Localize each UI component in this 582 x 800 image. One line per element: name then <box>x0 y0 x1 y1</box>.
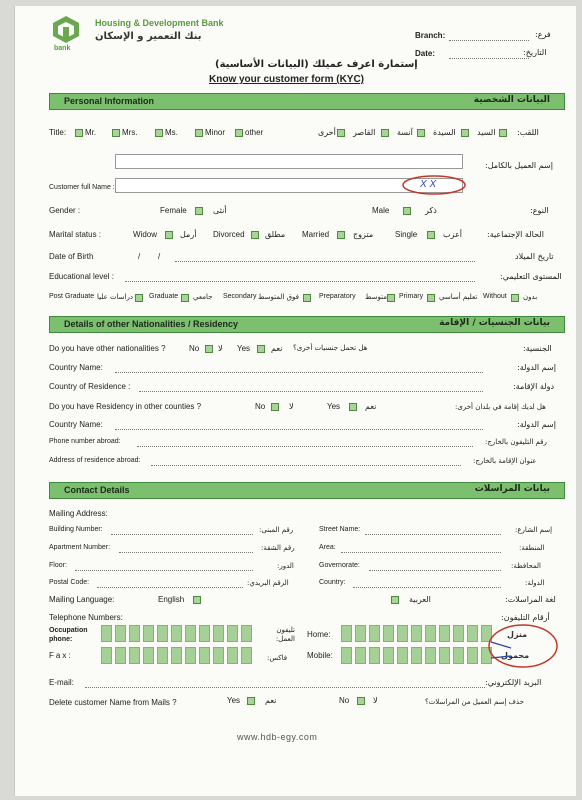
title-mrs-ar-checkbox[interactable] <box>461 129 469 137</box>
nationality-no-ar: لا <box>218 344 223 353</box>
dob-slash-2: / <box>158 252 161 261</box>
edu-graduate-ar: جامعي <box>193 293 213 301</box>
edu-preparatory-ar: متوسط <box>365 293 387 301</box>
country-name-field[interactable] <box>115 372 483 373</box>
title-other-checkbox[interactable] <box>235 129 243 137</box>
edu-without: Without <box>483 293 507 300</box>
personal-info-title-ar: البيانات الشخصية <box>473 95 550 105</box>
email-label-ar: البريد الإلكتروني: <box>485 678 542 687</box>
tel-numbers-label-ar: أرقام التليفون: <box>501 613 550 622</box>
residency-no-ar: لا <box>289 402 294 411</box>
nationality-title-en: Details of other Nationalities / Residency <box>64 319 239 329</box>
fax-label: Fax: <box>49 651 73 660</box>
kyc-form-page <box>14 6 576 796</box>
title-mrs-checkbox[interactable] <box>112 129 120 137</box>
residency-yes-checkbox[interactable] <box>349 403 357 411</box>
female-label-ar: أنثى <box>213 206 227 215</box>
title-mrs-label: Mrs. <box>122 128 138 137</box>
bank-name-ar: بنك التعمير و الإسكان <box>95 31 202 42</box>
digit-cell[interactable] <box>115 625 126 642</box>
digit-cell[interactable] <box>453 625 464 642</box>
edu-secondary: Secondary <box>223 293 257 300</box>
digit-cell[interactable] <box>129 625 140 642</box>
edu-label-ar: المستوى التعليمي: <box>500 272 562 281</box>
digit-cell[interactable] <box>199 647 210 664</box>
title-mr-ar-checkbox[interactable] <box>499 129 507 137</box>
phone-abroad-field[interactable] <box>137 446 473 447</box>
edu-postgrad-ar: دراسات عليا <box>97 293 133 301</box>
nationality-no-checkbox[interactable] <box>205 345 213 353</box>
delete-no-checkbox[interactable] <box>357 697 365 705</box>
digit-cell[interactable] <box>369 647 380 664</box>
male-checkbox[interactable] <box>403 207 411 215</box>
postal-label: Postal Code: <box>49 579 90 586</box>
website: www.hdb-egy.com <box>237 732 318 742</box>
edu-primary: Primary <box>399 293 424 300</box>
date-field[interactable] <box>449 58 529 59</box>
widow-label: Widow <box>133 230 158 239</box>
digit-cell[interactable] <box>341 625 352 642</box>
country-label: Country: <box>319 579 346 586</box>
title-minor-checkbox[interactable] <box>195 129 203 137</box>
date-label: Date: <box>415 49 436 58</box>
female-label: Female <box>160 206 187 215</box>
floor-label: Floor: <box>49 562 67 569</box>
handwritten-mark: X X <box>420 179 437 190</box>
title-minor-label: Minor <box>205 128 226 137</box>
nationality-yes-checkbox[interactable] <box>257 345 265 353</box>
digit-cell[interactable] <box>157 647 168 664</box>
title-miss-ar-checkbox[interactable] <box>417 129 425 137</box>
widow-checkbox[interactable] <box>165 231 173 239</box>
res-country-name-label-ar: إسم الدولة: <box>517 420 556 429</box>
married-label-ar: متزوج <box>353 230 374 239</box>
mailing-lang-label: Mailing Language: <box>49 595 115 604</box>
digit-cell[interactable] <box>171 625 182 642</box>
title-ms-checkbox[interactable] <box>155 129 163 137</box>
digit-cell[interactable] <box>129 647 140 664</box>
street-label-ar: إسم الشارع: <box>515 526 553 534</box>
edu-postgrad-checkbox[interactable] <box>135 294 143 302</box>
title-label: Title: <box>49 128 67 137</box>
edu-graduate: Graduate <box>149 293 179 300</box>
date-label-ar: التاريخ: <box>523 48 547 57</box>
gender-label: Gender : <box>49 206 81 215</box>
title-mr-label: Mr. <box>85 128 97 137</box>
edu-preparatory: Preparatory <box>319 293 356 300</box>
nationality-no-label: No <box>189 344 200 353</box>
dob-label-ar: تاريخ الميلاد <box>515 252 554 261</box>
addr-abroad-field[interactable] <box>151 465 461 466</box>
bank-logo <box>51 14 81 54</box>
governorate-field[interactable] <box>369 570 501 571</box>
title-mrs-ar: السيدة <box>433 128 456 137</box>
digit-cell[interactable] <box>241 625 252 642</box>
residency-no-label: No <box>255 402 266 411</box>
gender-label-ar: النوع: <box>530 206 549 215</box>
contact-title-ar: بيانات المراسلات <box>474 484 550 494</box>
res-country-name-label: Country Name: <box>49 420 103 429</box>
residency-question: Do you have Residency in other counties ? <box>49 402 202 411</box>
digit-cell[interactable] <box>397 625 408 642</box>
digit-cell[interactable] <box>439 625 450 642</box>
single-label: Single <box>395 230 418 239</box>
street-label: Street Name: <box>319 526 361 533</box>
digit-cell[interactable] <box>369 625 380 642</box>
phone-abroad-label-ar: رقم التليفون بالخارج: <box>485 438 547 446</box>
edu-graduate-checkbox[interactable] <box>181 294 189 302</box>
personal-info-title-en: Personal Information <box>64 96 155 106</box>
english-checkbox[interactable] <box>193 596 201 604</box>
arabic-checkbox[interactable] <box>391 596 399 604</box>
digit-cell[interactable] <box>157 625 168 642</box>
dob-label: Date of Birth <box>49 252 94 261</box>
country-residence-field[interactable] <box>139 391 483 392</box>
digit-cell[interactable] <box>199 625 210 642</box>
delete-yes-label: Yes <box>227 696 241 705</box>
addr-abroad-label: Address of residence abroad: <box>49 457 141 464</box>
digit-cell[interactable] <box>101 647 112 664</box>
title-minor-ar: القاصر <box>353 128 376 137</box>
english-label: English <box>158 595 185 604</box>
dob-field[interactable] <box>175 261 475 262</box>
country-name-label-ar: إسم الدولة: <box>517 363 556 372</box>
edu-without-ar: بدون <box>523 293 538 301</box>
apartment-label: Apartment Number: <box>49 544 111 551</box>
digit-cell[interactable] <box>227 647 238 664</box>
edu-label: Educational level : <box>49 272 114 281</box>
digit-cell[interactable] <box>411 647 422 664</box>
digit-cell[interactable] <box>453 647 464 664</box>
email-field[interactable] <box>85 687 485 688</box>
edu-primary-checkbox[interactable] <box>427 294 435 302</box>
nationality-yes-ar: نعم <box>271 344 283 353</box>
digit-cell[interactable] <box>467 647 478 664</box>
mobile-label-ar: محمول <box>501 651 530 660</box>
nationality-question: Do you have other nationalities ? <box>49 344 166 353</box>
governorate-label: Governorate: <box>319 562 360 569</box>
logo-text: bank <box>54 45 71 52</box>
postal-field[interactable] <box>97 587 243 588</box>
title-other-ar: أخرى <box>318 128 336 137</box>
nationality-yes-label: Yes <box>237 344 251 353</box>
edu-preparatory-checkbox[interactable] <box>387 294 395 302</box>
delete-yes-checkbox[interactable] <box>247 697 255 705</box>
res-country-name-field[interactable] <box>115 429 483 430</box>
edu-without-checkbox[interactable] <box>511 294 519 302</box>
country-residence-label-ar: دولة الإقامة: <box>513 382 555 391</box>
edu-field[interactable] <box>125 281 475 282</box>
form-title-ar: إستمارة اعرف عميلك (البيانات الأساسية) <box>215 59 418 70</box>
full-name-ar-box[interactable] <box>115 154 463 169</box>
building-field[interactable] <box>111 534 253 535</box>
title-minor-ar-checkbox[interactable] <box>381 129 389 137</box>
digit-cell[interactable] <box>341 647 352 664</box>
contact-title-en: Contact Details <box>64 485 130 495</box>
building-label-ar: رقم المبنى: <box>259 526 294 534</box>
male-label: Male <box>372 206 390 215</box>
nationality-label-ar: الجنسية: <box>523 344 552 353</box>
addr-abroad-label-ar: عنوان الإقامة بالخارج: <box>473 457 537 465</box>
area-label-ar: المنطقة: <box>519 544 545 552</box>
home-label-ar: منزل <box>507 630 528 639</box>
bank-logo-icon <box>51 14 81 44</box>
edu-postgrad: Post Graduate <box>49 293 95 300</box>
widow-label-ar: أرمل <box>180 230 197 239</box>
fax-label-ar: فاكس: <box>267 654 288 662</box>
floor-label-ar: الدور: <box>277 562 294 570</box>
dob-slash-1: / <box>138 252 141 261</box>
digit-cell[interactable] <box>101 625 112 642</box>
form-title-en: Know your customer form (KYC) <box>209 74 365 85</box>
delete-yes-ar: نعم <box>265 696 277 705</box>
country-residence-label: Country of Residence : <box>49 382 131 391</box>
digit-cell[interactable] <box>185 625 196 642</box>
digit-cell[interactable] <box>397 647 408 664</box>
country-field[interactable] <box>353 587 501 588</box>
mailing-lang-label-ar: لغة المراسلات: <box>505 595 556 604</box>
bank-name-en: Housing & Development Bank <box>95 18 224 28</box>
title-ms-label: Ms. <box>165 128 178 137</box>
floor-field[interactable] <box>75 570 253 571</box>
digit-cell[interactable] <box>171 647 182 664</box>
area-field[interactable] <box>341 552 501 553</box>
title-other-label: other <box>245 128 264 137</box>
country-label-ar: الدولة: <box>525 579 545 587</box>
mobile-label: Mobile: <box>307 651 333 660</box>
digit-cell[interactable] <box>425 647 436 664</box>
marital-label-ar: الحالة الإجتماعية: <box>487 230 544 239</box>
home-label: Home: <box>307 630 331 639</box>
branch-field[interactable] <box>449 40 529 41</box>
handwritten-circle-2-icon <box>487 622 561 670</box>
single-checkbox[interactable] <box>427 231 435 239</box>
delete-question: Delete customer Name from Mails ? <box>49 698 177 707</box>
divorced-label-ar: مطلق <box>265 230 286 239</box>
male-label-ar: ذكر <box>425 206 437 215</box>
governorate-label-ar: المحافظة: <box>511 562 541 570</box>
divorced-checkbox[interactable] <box>251 231 259 239</box>
edu-secondary-ar: فوق المتوسط <box>258 293 299 301</box>
marital-label: Marital status : <box>49 230 102 239</box>
digit-cell[interactable] <box>411 625 422 642</box>
residency-question-ar: هل لديك إقامة في بلدان أخرى: <box>455 403 546 411</box>
phone-abroad-label: Phone number abroad: <box>49 438 121 445</box>
email-label: E-mail: <box>49 678 74 687</box>
tel-numbers-label: Telephone Numbers: <box>49 613 123 622</box>
title-mr-checkbox[interactable] <box>75 129 83 137</box>
digit-cell[interactable] <box>143 625 154 642</box>
digit-cell[interactable] <box>241 647 252 664</box>
digit-cell[interactable] <box>115 647 126 664</box>
building-label: Building Number: <box>49 526 103 533</box>
delete-question-ar: حذف إسم العميل من المراسلات؟ <box>425 698 524 706</box>
residency-yes-ar: نعم <box>365 402 377 411</box>
branch-label-ar: فرع: <box>535 30 551 39</box>
digit-cell[interactable] <box>439 647 450 664</box>
digit-cell[interactable] <box>355 647 366 664</box>
contact-header <box>49 482 565 499</box>
delete-no-ar: لا <box>373 696 378 705</box>
full-name-ar-label: إسم العميل بالكامل: <box>485 161 553 170</box>
apartment-field[interactable] <box>119 552 253 553</box>
edu-primary-ar: تعليم أساسي <box>439 293 478 301</box>
digit-cell[interactable] <box>213 647 224 664</box>
digit-cell[interactable] <box>467 625 478 642</box>
digit-cell[interactable] <box>143 647 154 664</box>
digit-cell[interactable] <box>383 625 394 642</box>
title-mr-ar: السيد <box>477 128 496 137</box>
title-miss-ar: آنسة <box>397 128 413 137</box>
digit-cell[interactable] <box>185 647 196 664</box>
digit-cell[interactable] <box>425 625 436 642</box>
full-name-en-label: Customer full Name : <box>49 184 115 191</box>
female-checkbox[interactable] <box>195 207 203 215</box>
digit-cell[interactable] <box>227 625 238 642</box>
title-label-ar: اللقب: <box>517 128 539 137</box>
married-label: Married <box>302 230 330 239</box>
personal-info-header <box>49 93 565 110</box>
apartment-label-ar: رقم الشقة: <box>261 544 295 552</box>
occupation-phone-label: Occupation phone: <box>49 627 88 643</box>
digit-cell[interactable] <box>355 625 366 642</box>
postal-label-ar: الرقم البريدي: <box>247 579 289 587</box>
street-field[interactable] <box>365 534 501 535</box>
digit-cell[interactable] <box>383 647 394 664</box>
residency-no-checkbox[interactable] <box>271 403 279 411</box>
nationality-question-ar: هل تحمل جنسيات أخرى؟ <box>293 344 368 352</box>
mailing-address-label: Mailing Address: <box>49 509 108 518</box>
nationality-title-ar: بيانات الجنسيات / الإقامة <box>439 318 550 328</box>
branch-label: Branch: <box>415 31 446 40</box>
country-name-label: Country Name: <box>49 363 103 372</box>
area-label: Area: <box>319 544 336 551</box>
residency-yes-label: Yes <box>327 402 341 411</box>
nationality-header <box>49 316 565 333</box>
edu-secondary-checkbox[interactable] <box>303 294 311 302</box>
arabic-label: العربية <box>409 595 431 604</box>
delete-no-label: No <box>339 696 350 705</box>
digit-cell[interactable] <box>213 625 224 642</box>
married-checkbox[interactable] <box>337 231 345 239</box>
divorced-label: Divorced <box>213 230 245 239</box>
single-label-ar: أعزب <box>443 230 462 239</box>
work-phone-label-ar: تليفون العمل: <box>275 626 295 643</box>
title-other-ar-checkbox[interactable] <box>337 129 345 137</box>
